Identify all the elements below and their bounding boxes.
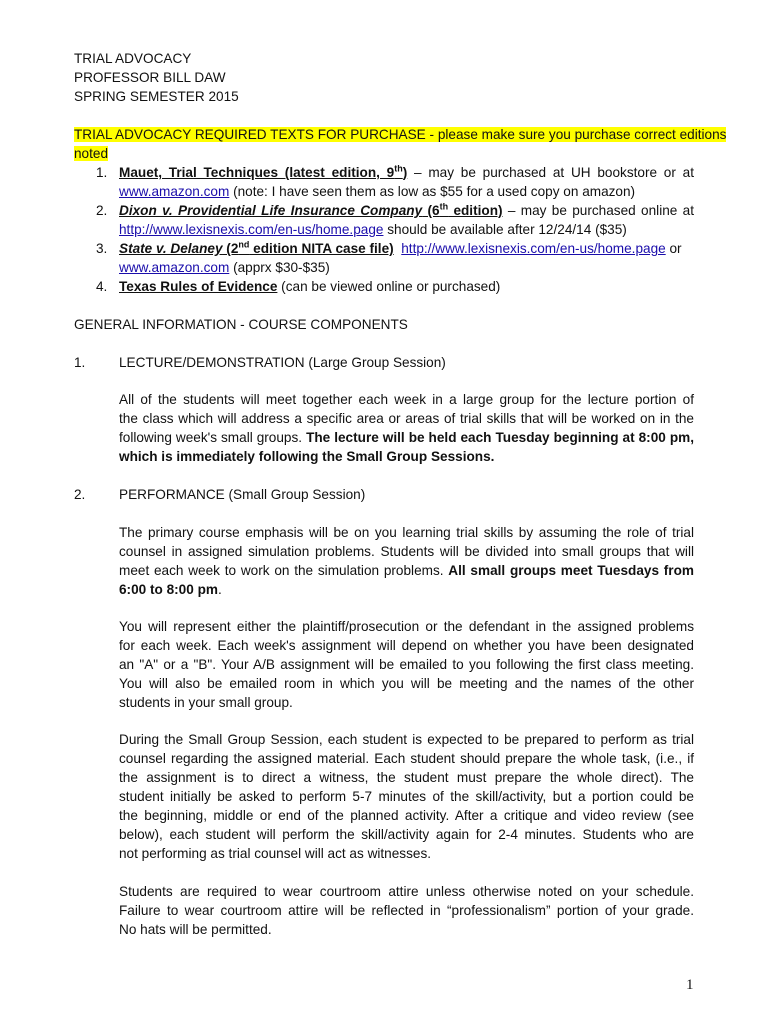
paragraph-line: for each week. Each week's assignment will depend on whether you have been designated bbox=[119, 638, 694, 653]
list-number: 2. bbox=[96, 203, 108, 218]
paragraph-line: No hats will be permitted. bbox=[119, 922, 272, 937]
semester: SPRING SEMESTER 2015 bbox=[74, 89, 239, 104]
professor-name: PROFESSOR BILL DAW bbox=[74, 70, 226, 85]
section-number: 2. bbox=[74, 487, 86, 502]
paragraph-line: counsel in assigned simulation problems. Students will be divided into small groups that will bbox=[119, 544, 694, 559]
list-number: 3. bbox=[96, 241, 108, 256]
page-number: 1 bbox=[686, 977, 694, 993]
list-number: 1. bbox=[96, 165, 108, 180]
amazon-link[interactable]: www.amazon.com bbox=[119, 184, 230, 199]
paragraph-line: All of the students will meet together each week in a large group for the lecture portion of bbox=[119, 392, 694, 407]
paragraph-line: students in your small group. bbox=[119, 695, 293, 710]
required-texts-heading-cont: noted bbox=[74, 146, 109, 161]
general-info-heading: GENERAL INFORMATION - COURSE COMPONENTS bbox=[74, 317, 408, 332]
paragraph-line: The primary course emphasis will be on you learning trial skills by assuming the role of trial bbox=[119, 525, 694, 540]
list-item: Dixon v. Providential Life Insurance Company (6th edition) – may be purchased online at bbox=[119, 201, 695, 218]
paragraph-line: not performing as trial counsel will act as witnesses. bbox=[119, 846, 432, 861]
list-item: Texas Rules of Evidence (can be viewed online or purchased) bbox=[119, 279, 501, 294]
paragraph-line: following week's small groups. The lecture will be held each Tuesday beginning at 8:00 pm, bbox=[119, 430, 694, 445]
paragraph-line: student initially be asked to perform 5-7 minutes of the skill/activity, but a portion could be bbox=[119, 789, 694, 804]
list-item-cont: www.amazon.com (apprx $30-$35) bbox=[119, 260, 330, 275]
paragraph-line: Students are required to wear courtroom attire unless otherwise noted on your schedule. bbox=[119, 884, 694, 899]
amazon-link[interactable]: www.amazon.com bbox=[119, 260, 230, 275]
paragraph-line: the assignment is to direct a witness, the student must prepare the whole direct). The bbox=[119, 770, 694, 785]
course-title: TRIAL ADVOCACY bbox=[74, 51, 192, 66]
paragraph-line: an "A" or a "B". Your A/B assignment will be emailed to you following the first class meeting. bbox=[119, 657, 694, 672]
list-item-cont: www.amazon.com (note: I have seen them as low as $55 for a used copy on amazon) bbox=[119, 184, 636, 199]
paragraph-line: which is immediately following the Small Group Sessions. bbox=[119, 449, 495, 464]
paragraph-line: the beginning, middle or end of the planned activity. After a critique and video review (see bbox=[119, 808, 694, 823]
list-number: 4. bbox=[96, 279, 108, 294]
paragraph-line: 6:00 to 8:00 pm. bbox=[119, 582, 222, 597]
list-item: Mauet, Trial Techniques (latest edition, 9th) – may be purchased at UH bookstore or at bbox=[119, 163, 694, 180]
paragraph-line: counsel regarding the assigned material. Each student should prepare the whole task, (i.e., if bbox=[119, 751, 694, 766]
paragraph-line: During the Small Group Session, each student is expected to be prepared to perform as trial bbox=[119, 732, 694, 747]
paragraph-line: Failure to wear courtroom attire will be reflected in “professionalism” portion of your grade. bbox=[119, 903, 694, 918]
paragraph-line: You will represent either the plaintiff/prosecution or the defendant in the assigned problems bbox=[119, 619, 694, 634]
paragraph-line: You will also be emailed room in which you will be meeting and the names of the other bbox=[119, 676, 694, 691]
lexisnexis-link[interactable]: http://www.lexisnexis.com/en-us/home.page bbox=[119, 222, 384, 237]
section-title-performance: PERFORMANCE (Small Group Session) bbox=[119, 487, 366, 502]
list-item: State v. Delaney (2nd edition NITA case file) http://www.lexisnexis.com/en-us/home.page or bbox=[119, 239, 682, 256]
paragraph-line: below), each student will perform the skill/activity again for 2-4 minutes. Students who are bbox=[119, 827, 694, 842]
paragraph-line: the class which will address a specific area or areas of trial skills that will be worked on in the bbox=[119, 411, 694, 426]
required-texts-heading: TRIAL ADVOCACY REQUIRED TEXTS FOR PURCHASE - please make sure you purchase correct editions bbox=[74, 127, 727, 142]
paragraph-line: meet each week to work on the simulation problems. All small groups meet Tuesdays from bbox=[119, 563, 694, 578]
list-item-cont: http://www.lexisnexis.com/en-us/home.page should be available after 12/24/14 ($35) bbox=[119, 222, 627, 237]
lexisnexis-link[interactable]: http://www.lexisnexis.com/en-us/home.page bbox=[401, 241, 666, 256]
section-title-lecture: LECTURE/DEMONSTRATION (Large Group Session) bbox=[119, 355, 446, 370]
section-number: 1. bbox=[74, 355, 86, 370]
